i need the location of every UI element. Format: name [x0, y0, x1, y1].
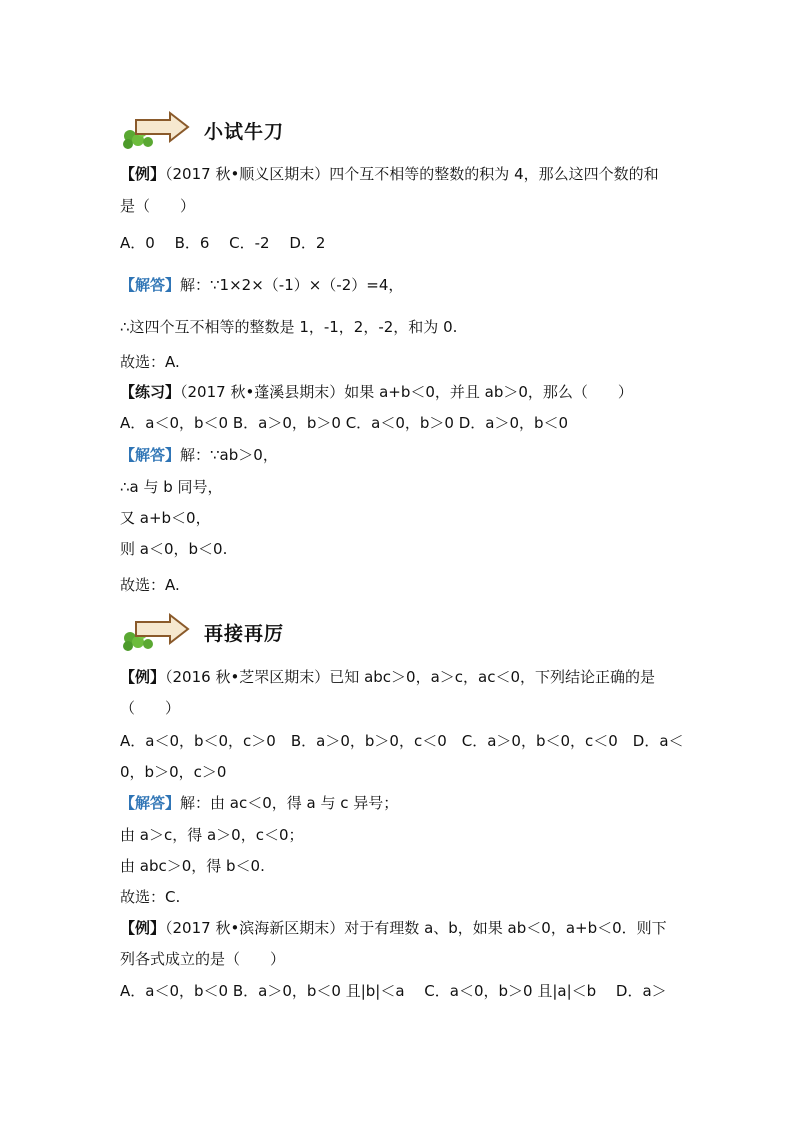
- answer-2: 【解答】解：∵ab＞0，: [120, 446, 278, 464]
- arrow-clover-icon: [120, 110, 192, 150]
- example-1-options: A．0 B．6 C．-2 D．2: [120, 234, 326, 252]
- section-header-2: [120, 612, 284, 652]
- answer-2-line2: ∴a 与 b 同号，: [120, 478, 223, 496]
- example-3-line2: 列各式成立的是（ ）: [120, 950, 286, 968]
- practice-1: 【练习】（2017 秋•蓬溪县期末）如果 a+b＜0，并且 ab＞0，那么（ ）: [120, 383, 633, 401]
- practice-1-options: A．a＜0，b＜0 B．a＞0，b＞0 C．a＜0，b＞0 D．a＞0，b＜0: [120, 414, 569, 432]
- section-header-1: [120, 110, 284, 150]
- answer-2-line3: 又 a+b＜0，: [120, 509, 211, 527]
- answer-3: 【解答】解：由 ac＜0，得 a 与 c 异号；: [120, 794, 399, 812]
- example-1: 【例】（2017 秋•顺义区期末）四个互不相等的整数的积为 4，那么这四个数的和: [120, 165, 659, 183]
- answer-1-choice: 故选：A.: [120, 353, 180, 371]
- answer-1-line2: ∴这四个互不相等的整数是 1，-1，2，-2，和为 0.: [120, 318, 458, 336]
- example-2-options-cont: 0，b＞0，c＞0: [120, 763, 227, 781]
- section-title: 再接再厉: [204, 622, 285, 645]
- answer-3-line2: 由 a＞c，得 a＞0，c＜0；: [120, 826, 304, 844]
- example-3-options: A．a＜0，b＜0 B．a＞0，b＜0 且|b|＜a C．a＜0，b＞0 且|a|＜b D．a＞: [120, 982, 667, 1000]
- example-2-options: A．a＜0，b＜0，c＞0 B．a＞0，b＞0，c＜0 C．a＞0，b＜0，c＜0 D．a＜: [120, 732, 684, 750]
- example-1-line2: 是（ ）: [120, 197, 196, 215]
- example-3: 【例】（2017 秋•滨海新区期末）对于有理数 a、b，如果 ab＜0，a+b＜0．则下: [120, 919, 667, 937]
- example-2-line2: （ ）: [120, 699, 181, 717]
- arrow-clover-icon: [120, 612, 192, 652]
- section-title: 小试牛刀: [204, 120, 285, 143]
- answer-3-choice: 故选：C.: [120, 888, 181, 906]
- answer-1: 【解答】解：∵1×2×（-1）×（-2）=4，: [120, 276, 404, 294]
- answer-2-choice: 故选：A.: [120, 576, 180, 594]
- answer-3-line3: 由 abc＞0，得 b＜0.: [120, 857, 265, 875]
- answer-2-line4: 则 a＜0，b＜0.: [120, 540, 228, 558]
- example-2: 【例】（2016 秋•芝罘区期末）已知 abc＞0，a＞c，ac＜0，下列结论正确的是: [120, 668, 656, 686]
